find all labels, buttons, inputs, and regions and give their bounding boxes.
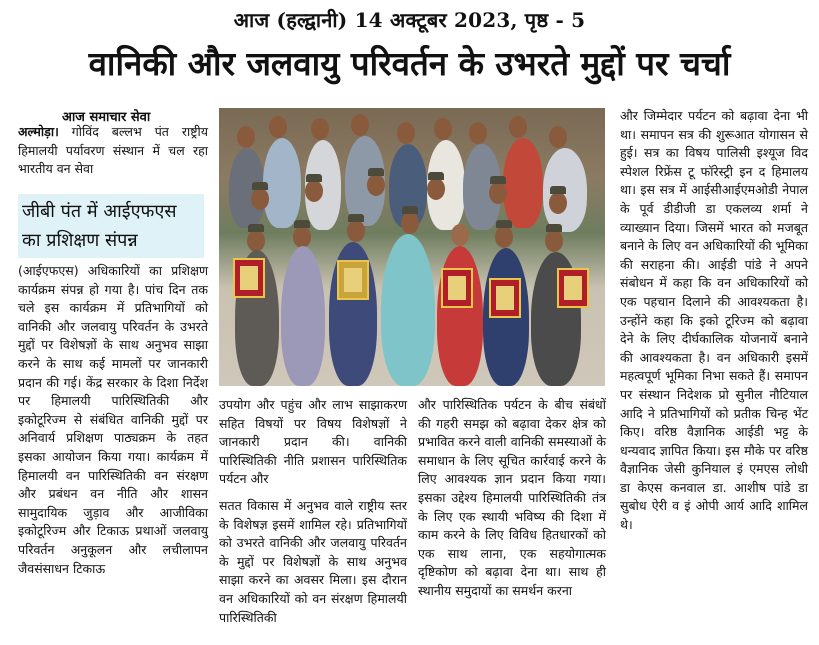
col3-para-1: और पारिस्थितिक पर्यटन के बीच संबंधों की गहरी समझ को बढ़ावा देकर क्षेत्र को प्रभावित करने वाली वानिकी समस्याओं के समाधान के लिए सूचित कार्रवाई करने के लिए आवश्यक ज्ञान प्रदान किया गया। इसका उद्देश्य हिमालयी पारिस्थितिकी तंत्र के लिए एक स्थायी भविष्य की दिशा में काम करने के लिए विविध हितधारकों को एक साथ लाना, एक सहयोगात्मक दृष्टिकोण को बढ़ावा देना था। साथ ही स्थानीय समुदायों का समर्थन करना	[418, 397, 606, 598]
masthead: आज (हल्द्वानी) 14 अक्टूबर 2023, पृष्ठ - 5	[233, 8, 586, 32]
subheadline: जीबी पंत में आईएफएस का प्रशिक्षण संपन्न	[18, 194, 204, 258]
col2-para-1: उपयोग और पहुंच और लाभ साझाकरण सहित विषयों पर विषय विशेषज्ञों ने जानकारी प्रदान की। वानिकी पारिस्थितिकी नीति प्रशासन पारिस्थितिक पर्यटन और	[219, 397, 407, 487]
article-column-1	[18, 123, 208, 183]
byline: आज समाचार सेवा	[62, 110, 151, 125]
article-column-2	[219, 396, 407, 631]
article-column-4	[620, 107, 808, 539]
col1-intro: गोविंद बल्लभ पंत राष्ट्रीय हिमालयी पर्यावरण संस्थान में चल रहा भारतीय वन सेवा	[18, 124, 208, 177]
col2-para-2: सतत विकास में अनुभव वाले राष्ट्रीय स्तर के विशेषज्ञ इसमें शामिल रहे। प्रतिभागियों को उभरते वानिकी और जलवायु परिवर्तन के मुद्दों पर विशेषज्ञों के साथ अनुभव साझा करने का अवसर मिला। इस दौरान वन अधिकारियों को वन संरक्षण हिमालयी पारिस्थितिकी	[219, 497, 407, 625]
article-column-1-body	[18, 262, 208, 582]
headline: वानिकी और जलवायु परिवर्तन के उभरते मुद्दों पर चर्चा	[88, 44, 731, 83]
col4-para-1: और जिम्मेदार पर्यटन को बढ़ावा देना भी था। समापन सत्र की शुरूआत योगासन से हुई। सत्र का विषय पालिसी इश्यूज विद स्पेशल रिफ्रेंस टू फॉरेस्ट्री इन द हिमालय था। इस सत्र में आईसीआईएमओडी नेपाल के पूर्व डीडीजी डा एकलव्य शर्मा ने व्याख्यान दिया। जिसमें भारत को मजबूत बनाने के लिए वन अधिकारियों की भूमिका की सराहना की। आईडी पांडे ने अपने संबोधन में कहा कि वन अधिकारियों को एक पहचान दिलाने की आवश्यकता है। उन्होंने कहा कि इको टूरिज्म को बढ़ावा देने के लिए दीर्घकालिक योजनायें बनाने की आवश्यकता है। वन अधिकारी इसमें महत्वपूर्ण भूमिका निभा सकते हैं। समापन पर संस्थान निदेशक प्रो सुनील नौटियाल आदि ने प्रतिभागियों को प्रतीक चिन्ह भेंट किए। वरिष्ठ वैज्ञानिक आईडी भट्ट के धन्यवाद ज्ञापित किया। इस मौके पर वरिष्ठ वैज्ञानिक जेसी कुनियाल इं एमएस लोधी डा केएस कनवाल डा. आशीष पांडे डा सुबोध ऐरी व इं ओपी आर्य आदि शामिल थे।	[620, 108, 808, 533]
article-column-3	[418, 396, 606, 605]
col1-body: (आईएफएस) अधिकारियों का प्रशिक्षण कार्यक्रम संपन्न हो गया है। पांच दिन तक चले इस कार्यक्रम में प्रतिभागियों को वानिकी और जलवायु परिवर्तन के उभरते मुद्दों पर विशेषज्ञों के साथ अनुभव साझा करने के साथ कई मामलों पर जानकारी प्रदान की गई। केंद्र सरकार के दिशा निर्देश पर हिमालयी पारिस्थितिकी और इकोटूरिज्म से संबंधित वानिकी मुद्दों पर अनिवार्य प्रशिक्षण पाठ्यक्रम के तहत इसका आयोजन किया गया। कार्यक्रम में हिमालयी वन पारिस्थितिकी वन संरक्षण और प्रबंधन वन नीति और शासन सामुदायिक जुड़ाव और आजीविका इकोटूरिज्म और टिकाऊ प्रथाओं जलवायु परिवर्तन अनुकूलन और लचीलापन जैवसंसाधन टिकाऊ	[18, 263, 208, 576]
group-photo	[219, 108, 605, 386]
dateline: अल्मोड़ा।	[18, 124, 59, 139]
